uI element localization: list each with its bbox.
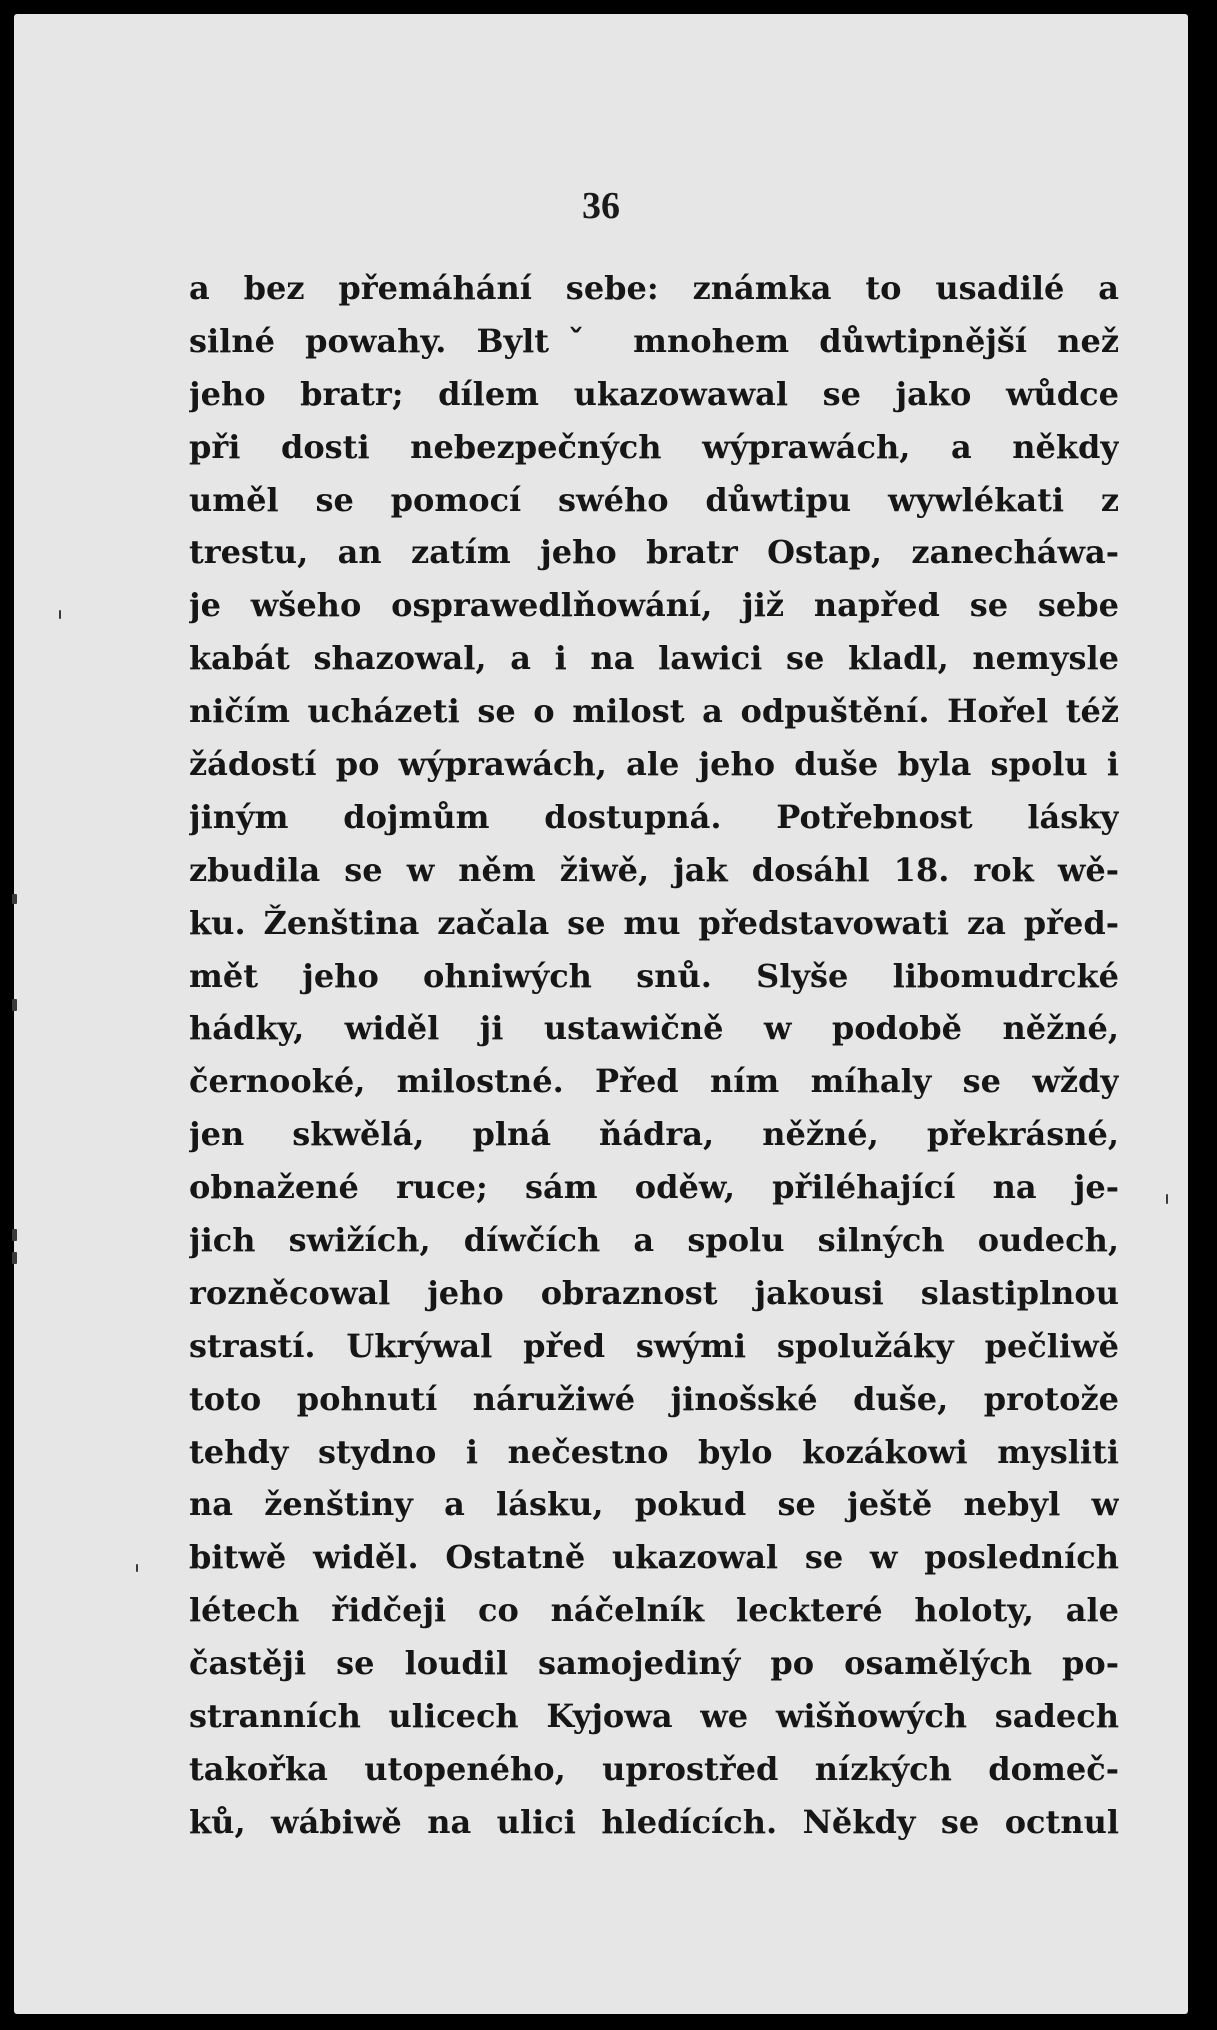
text-line: častěji se loudil samojediný po osamělých po- (189, 1644, 1119, 1683)
scan-speck (136, 1564, 138, 1572)
text-line: jen skwělá, plná ňádra, něžné, překrásné, (189, 1115, 1119, 1154)
book-page (14, 14, 1188, 2014)
scan-speck (1166, 1194, 1168, 1204)
text-line: stranních ulicech Kyjowa we wišňowých sadech (189, 1697, 1119, 1736)
scan-speck (12, 894, 17, 904)
text-line: jeho bratr; dílem ukazowawal se jako wůdce (189, 374, 1119, 413)
text-line: jiným dojmům dostupná. Potřebnost lásky (189, 797, 1119, 836)
text-line: létech řidčeji co náčelník leckteré holoty, ale (189, 1591, 1119, 1630)
body-text (189, 262, 1119, 1849)
scan-speck (59, 610, 61, 619)
text-line: při dosti nebezpečných wýprawách, a někdy (189, 427, 1119, 466)
text-line: uměl se pomocí swého důwtipu wywlékati z (189, 480, 1119, 519)
text-line: toto pohnutí náružiwé jinošské duše, protože (189, 1379, 1119, 1418)
text-line: zbudila se w něm žiwě, jak dosáhl 18. rok wě- (189, 850, 1119, 889)
text-line: obnažené ruce; sám oděw, přiléhající na je- (189, 1168, 1119, 1207)
text-line: jich swižích, díwčích a spolu silných oudech, (189, 1221, 1119, 1260)
text-line: a bez přemáhání sebe: známka to usadilé a (189, 269, 1119, 307)
text-line: žádostí po wýprawách, ale jeho duše byla spolu i (189, 745, 1119, 784)
text-line: silné powahy. Byltˇ mnohem důwtipnější než (189, 321, 1119, 360)
text-line: černooké, milostné. Před ním míhaly se wždy (189, 1062, 1119, 1101)
text-line: kabát shazowal, a i na lawici se kladl, nemysle (189, 639, 1119, 678)
text-line: strastí. Ukrýwal před swými spolužáky pečliwě (189, 1326, 1119, 1365)
text-line: je wšeho osprawedlňowání, již napřed se sebe (189, 586, 1119, 625)
text-line: rozněcowal jeho obraznost jakousi slastiplnou (189, 1273, 1119, 1312)
text-line: ků, wábiwě na ulici hledících. Někdy se octnul (189, 1802, 1119, 1841)
text-line: mět jeho ohniwých snů. Slyše libomudrcké (189, 956, 1119, 995)
scan-speck (12, 1229, 17, 1241)
text-line: tehdy stydno i nečestno bylo kozákowi mysliti (189, 1432, 1119, 1471)
text-line: bitwě widěl. Ostatně ukazowal se w posledních (189, 1538, 1119, 1577)
text-line: trestu, an zatím jeho bratr Ostap, zanecháwa- (189, 533, 1119, 572)
text-line: ku. Ženština začala se mu představowati za před- (189, 903, 1119, 942)
text-line: ničím ucházeti se o milost a odpuštění. Hořel též (189, 692, 1119, 731)
page-number: 36 (582, 185, 620, 227)
text-line: hádky, widěl ji ustawičně w podobě něžné, (189, 1009, 1119, 1048)
scan-speck (12, 1252, 17, 1264)
text-line: na ženštiny a lásku, pokud se ještě nebyl w (189, 1485, 1119, 1524)
text-line: takořka utopeného, uprostřed nízkých domeč- (189, 1749, 1119, 1788)
scan-speck (12, 999, 17, 1011)
